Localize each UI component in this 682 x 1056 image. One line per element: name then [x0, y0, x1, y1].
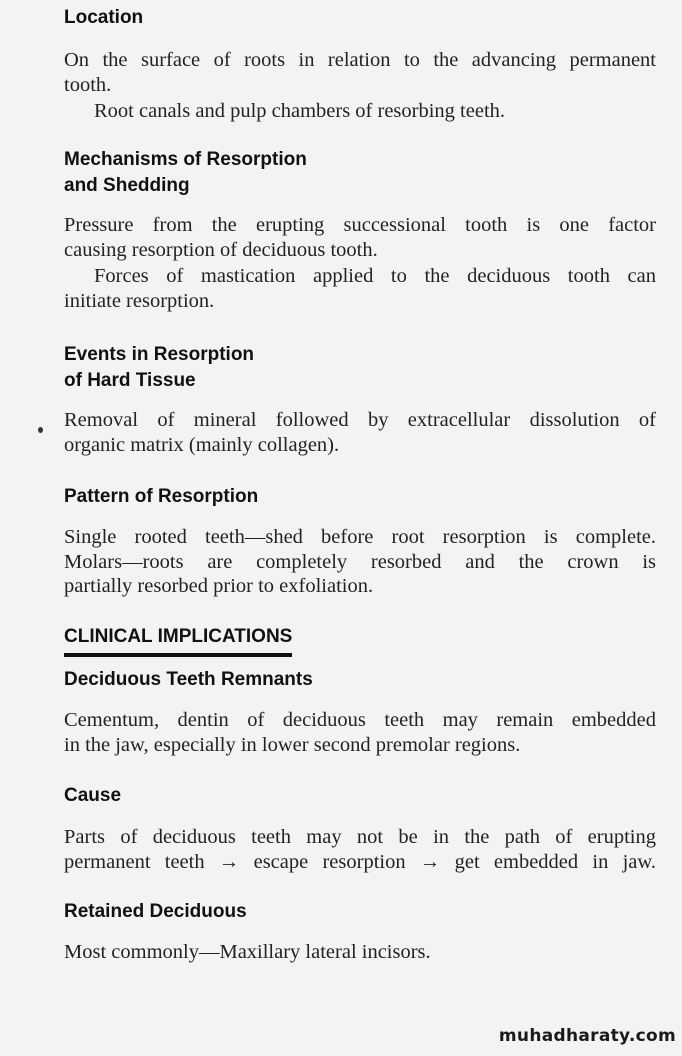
heading-mechanisms-line-2: and Shedding	[64, 175, 190, 196]
heading-pattern: Pattern of Resorption	[64, 486, 259, 507]
heading-location: Location	[64, 7, 144, 28]
heading-deciduous-teeth-remnants: Deciduous Teeth Remnants	[64, 669, 313, 690]
text-line: Root canals and pulp chambers of resorbing teeth.	[94, 100, 506, 122]
paragraph-cause	[64, 825, 656, 874]
text-line: Molars—roots are completely resorbed and the crown is	[64, 550, 656, 573]
heading-retained-deciduous: Retained Deciduous	[64, 901, 247, 922]
text-line: On the surface of roots in relation to the advancing permanent	[64, 49, 656, 71]
text-line: in the jaw, especially in lower second premolar regions.	[64, 733, 521, 756]
text-line: permanent teeth → escape resorption → get embedded in jaw.	[64, 850, 656, 873]
paragraph-events	[64, 408, 656, 457]
text-line: Cementum, dentin of deciduous teeth may remain embedded	[64, 709, 656, 731]
text-line: organic matrix (mainly collagen).	[64, 433, 340, 456]
text-line: partially resorbed prior to exfoliation.	[64, 575, 374, 597]
text-line: Most commonly—Maxillary lateral incisors.	[64, 941, 431, 963]
text-line: Parts of deciduous teeth may not be in the path of erupting	[64, 826, 656, 848]
text-line: causing resorption of deciduous tooth.	[64, 238, 378, 261]
watermark: muhadharaty.com	[498, 1026, 676, 1046]
paragraph-mechanisms	[64, 213, 656, 313]
paragraph-pattern	[64, 525, 656, 599]
text-line: Single rooted teeth—shed before root resorption is complete.	[64, 526, 656, 548]
text-line: tooth.	[64, 73, 112, 96]
heading-mechanisms-line-1: Mechanisms of Resorption	[64, 149, 307, 170]
paragraph-remnants	[64, 708, 656, 757]
heading-events-line-1: Events in Resorption	[64, 344, 255, 365]
text-line: Removal of mineral followed by extracellular dissolution of	[64, 409, 656, 431]
paragraph-location	[64, 48, 656, 124]
heading-clinical-implications: CLINICAL IMPLICATIONS	[64, 624, 292, 657]
paragraph-retained	[64, 940, 656, 965]
stray-mark	[38, 427, 43, 433]
text-line: Forces of mastication applied to the deciduous tooth can	[94, 265, 656, 287]
heading-cause: Cause	[64, 785, 122, 806]
heading-events-line-2: of Hard Tissue	[64, 370, 196, 391]
text-line: initiate resorption.	[64, 289, 215, 312]
text-line: Pressure from the erupting successional tooth is one factor	[64, 214, 656, 236]
